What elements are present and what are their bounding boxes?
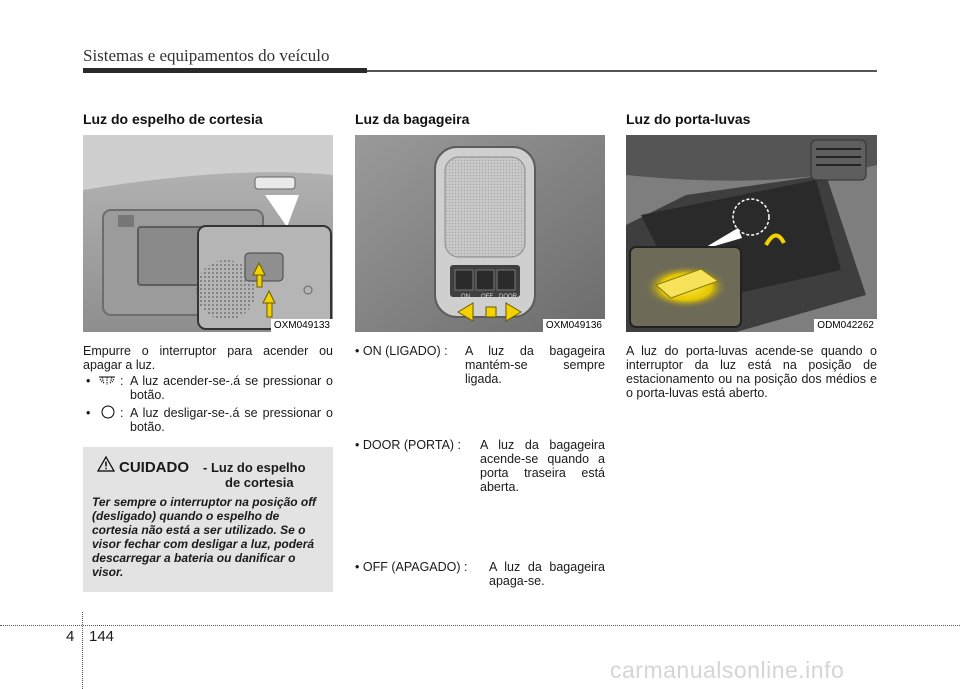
caution-subtitle-b: de cortesia <box>225 475 294 490</box>
vanity-item-off-text: A luz desligar-se-.á se pressionar o botão. <box>130 406 333 434</box>
bullet: • <box>86 406 91 420</box>
footer-rule <box>0 625 960 626</box>
photo-code-oxm049133: OXM049133 <box>271 319 333 332</box>
watermark-text: carmanualsonline.info <box>610 657 845 683</box>
glovebox-light-photo <box>626 135 877 332</box>
switch-label-on: ON <box>461 294 470 300</box>
chapter-number: 4 <box>66 628 75 645</box>
caution-box <box>83 447 333 592</box>
header-rule-dark <box>83 68 367 73</box>
photo-code-oxm049136: OXM049136 <box>543 319 605 332</box>
header-rule-light <box>367 70 877 72</box>
section-title-glovebox-light: Luz do porta-luvas <box>626 111 751 127</box>
trunk-item-off-text: A luz da bagageira apaga-se. <box>489 560 605 588</box>
section-title-trunk-light: Luz da bagageira <box>355 111 470 127</box>
colon: : <box>120 406 124 420</box>
trunk-item-door-text: A luz da bagageira acende-se quando a porta traseira está aberta. <box>480 438 605 494</box>
trunk-item-door <box>355 438 605 498</box>
caution-subtitle-a: - Luz do espelho <box>203 460 306 475</box>
vanity-intro-text: Empurre o interruptor para acender ou apagar a luz. <box>83 344 333 372</box>
glovebox-light-text: A luz do porta-luvas acende-se quando o interruptor da luz está na posição de estacionamento ou na posição dos médios e o porta-luvas está aberto. <box>626 344 877 400</box>
bullet: • <box>86 374 91 388</box>
trunk-item-door-label: • DOOR (PORTA) : <box>355 438 462 452</box>
vanity-item-on-text: A luz acender-se-.á se pressionar o botão. <box>130 374 333 402</box>
section-title-vanity-mirror-light: Luz do espelho de cortesia <box>83 111 263 127</box>
trunk-item-off <box>355 560 605 590</box>
trunk-item-off-label: • OFF (APAGADO) : <box>355 560 468 574</box>
trunk-item-on <box>355 344 605 390</box>
trunk-light-photo <box>355 135 605 332</box>
page-number: 144 <box>89 628 115 645</box>
light-off-icon <box>100 404 116 423</box>
caution-body-text: Ter sempre o interruptor na posição off (desligado) quando o espelho de cortesia não está a ser utilizado. Se o visor fechar com desligar a luz, poderá descarregar a bateria ou danificar o visor. <box>92 495 317 579</box>
switch-label-off: OFF <box>481 294 493 300</box>
light-on-icon <box>97 374 117 390</box>
caution-title: CUIDADO <box>119 459 189 476</box>
trunk-item-on-text: A luz da bagageira mantém-se sempre ligada. <box>465 344 605 386</box>
colon: : <box>120 374 124 388</box>
vanity-mirror-photo <box>83 135 333 332</box>
photo-code-odm042262: ODM042262 <box>814 319 877 332</box>
switch-label-door: DOOR <box>499 294 517 300</box>
trunk-item-on-label: • ON (LIGADO) : <box>355 344 448 358</box>
warning-triangle-icon <box>97 456 115 477</box>
page-header-title: Sistemas e equipamentos do veículo <box>83 46 330 65</box>
footer-divider <box>82 612 83 689</box>
